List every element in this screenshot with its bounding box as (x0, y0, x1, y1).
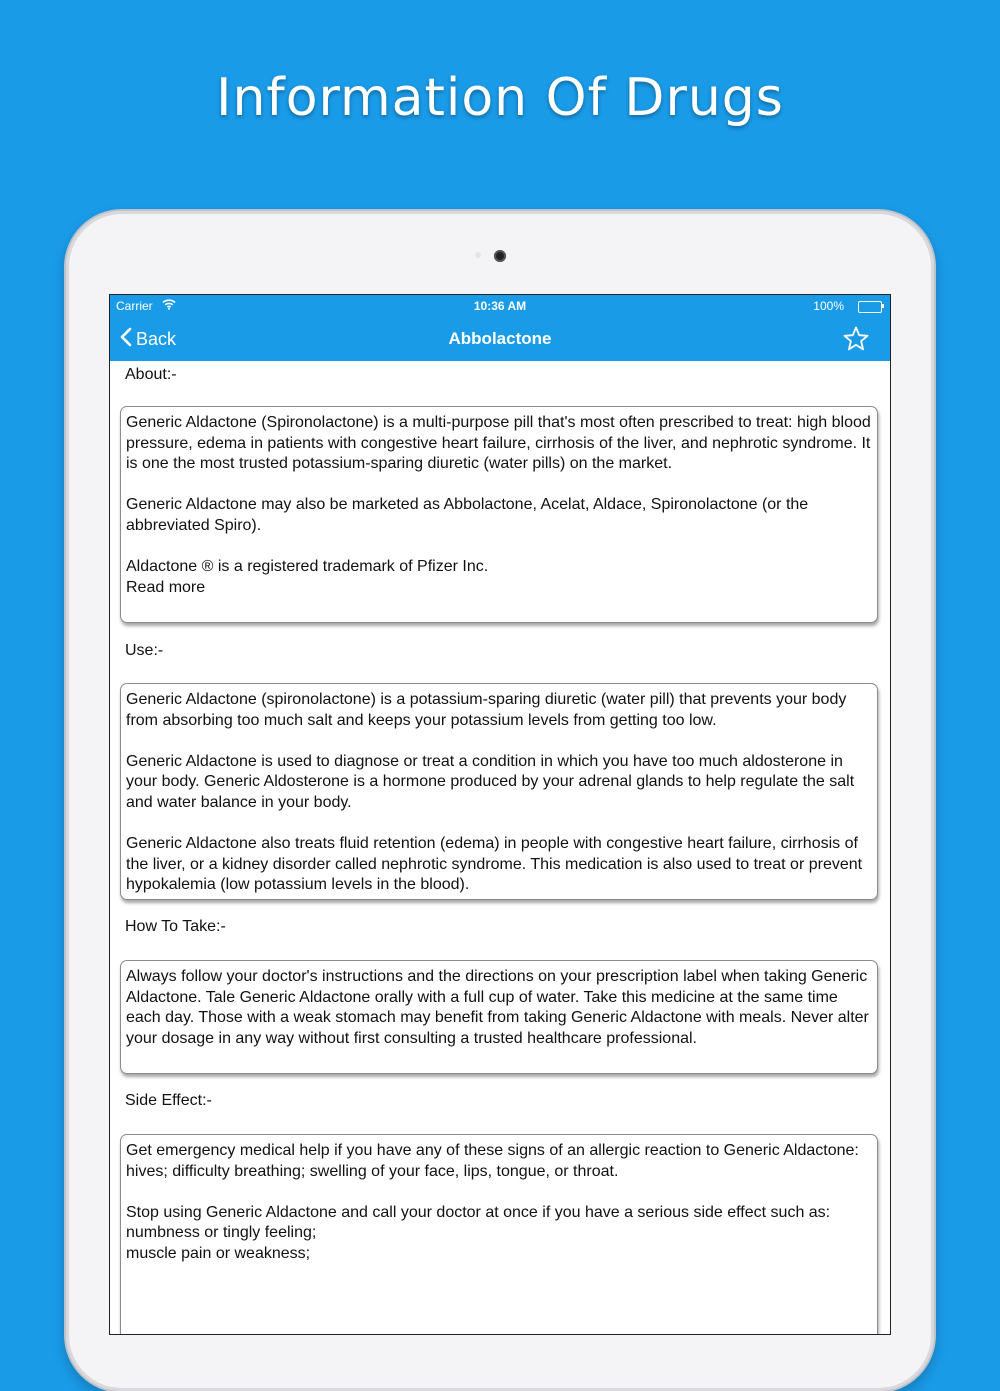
section-label-about: About:- (125, 366, 177, 383)
side-effect-paragraph: Stop using Generic Aldactone and call your doctor at once if you have a serious side effect such as: (126, 1203, 831, 1221)
how-to-take-paragraph: Always follow your doctor's instructions and the directions on your prescription label when taking Generic Aldactone. Tale Generic Aldactone orally with a full cup of water. Take this medicine at the same time each day. Those with a weak stomach may benefit from taking Generic Aldactone with meals. Never alter your dosage in any way without first consulting a trusted healthcare professional. (126, 968, 869, 1047)
favorite-button[interactable] (842, 325, 870, 353)
battery-icon (858, 301, 882, 313)
navigation-bar (110, 317, 890, 361)
front-camera (494, 250, 506, 262)
how-to-take-text-box (120, 960, 878, 1074)
back-label: Back (136, 328, 177, 349)
use-paragraph: Generic Aldactone is used to diagnose or treat a condition in which you have too much aldosterone in your body. Generic Aldosterone is a hormone produced by your adrenal glands to help regulate the salt and water balance in your body. (126, 752, 855, 811)
section-label-use: Use:- (125, 642, 164, 659)
side-effect-list-item: muscle pain or weakness; (126, 1244, 311, 1262)
section-label-how-to-take: How To Take:- (125, 918, 226, 935)
clock: 10:36 AM (473, 299, 527, 313)
star-outline-icon (842, 340, 870, 357)
about-paragraph: Aldactone ® is a registered trademark of Pfizer Inc. (126, 558, 489, 576)
carrier-label: Carrier (116, 299, 153, 313)
use-text-box (120, 683, 878, 900)
section-label-side-effect: Side Effect:- (125, 1092, 212, 1109)
about-text-box (120, 406, 878, 623)
side-effect-paragraph: Get emergency medical help if you have any of these signs of an allergic reaction to Generic Aldactone: hives; difficulty breathing; swelling of your face, lips, tongue, or throat. (126, 1142, 859, 1180)
sensor-dot (475, 252, 481, 258)
read-more-link[interactable]: Read more (126, 578, 206, 596)
side-effect-list-item: numbness or tingly feeling; (126, 1224, 317, 1242)
app-screen (110, 295, 890, 1334)
status-bar (110, 295, 890, 317)
use-paragraph: Generic Aldactone also treats fluid retention (edema) in people with congestive heart failure, cirrhosis of the liver, or a kidney disorder called nephrotic syndrome. This medication is also used to treat or prevent hypokalemia (low potassium levels in the blood). (126, 835, 863, 894)
about-paragraph: Generic Aldactone (Spironolactone) is a multi-purpose pill that's most often prescribed to treat: high blood pressure, edema in patients with congestive heart failure, cirrhosis of the liver, and nephrotic syndrome. It is one the most trusted potassium-sparing diuretic (water pills) on the market. (126, 414, 871, 473)
about-paragraph: Generic Aldactone may also be marketed as Abbolactone, Acelat, Aldace, Spironolactone (or the abbreviated Spiro). (126, 496, 809, 534)
use-paragraph: Generic Aldactone (spironolactone) is a potassium-sparing diuretic (water pill) that prevents your body from absorbing too much salt and keeps your potassium levels from getting too low. (126, 691, 847, 729)
page-title: Abbolactone (448, 329, 552, 348)
side-effect-text-box (120, 1134, 878, 1334)
battery-percent: 100% (813, 299, 844, 313)
marketing-headline: Information Of Drugs (216, 68, 784, 128)
